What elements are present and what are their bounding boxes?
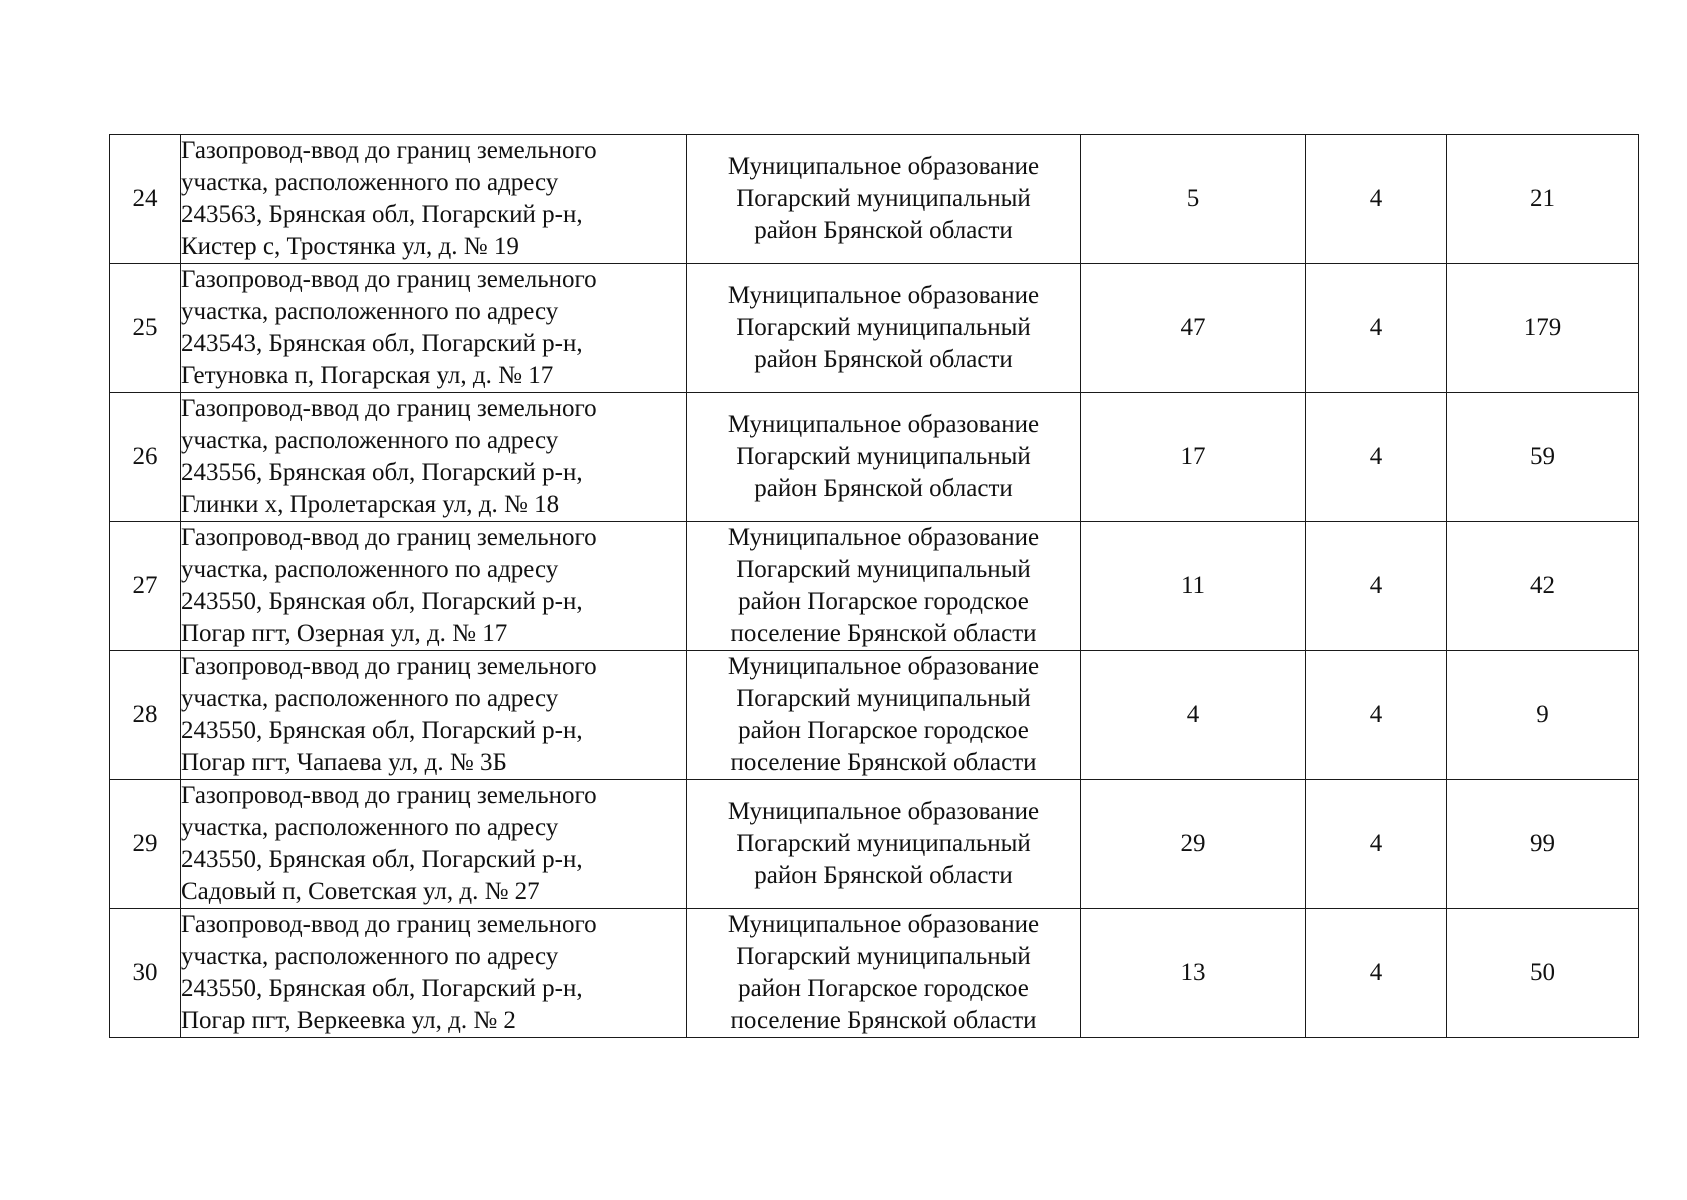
owner-text: Муниципальное образование Погарский муниципальный район Погарское городское поселение Брянской области (727, 911, 1040, 1034)
object-name-text: Газопровод-ввод до границ земельного участка, расположенного по адресу 243556, Брянская обл, Погарский р-н, Глинки х, Пролетарская ул, д. № 18 (181, 395, 597, 518)
table-row (110, 780, 1639, 909)
value-2-cell: 4 (1306, 393, 1447, 522)
owner-text: Муниципальное образование Погарский муниципальный район Брянской области (727, 153, 1040, 244)
row-number-cell: 29 (110, 780, 181, 909)
object-name-cell (181, 135, 687, 264)
object-name-text: Газопровод-ввод до границ земельного участка, расположенного по адресу 243563, Брянская обл, Погарский р-н, Кистер с, Тростянка ул, д. № 19 (181, 137, 597, 260)
row-number-cell: 28 (110, 651, 181, 780)
object-name-text: Газопровод-ввод до границ земельного участка, расположенного по адресу 243543, Брянская обл, Погарский р-н, Гетуновка п, Погарская ул, д. № 17 (181, 266, 597, 389)
row-number-cell: 24 (110, 135, 181, 264)
value-3-cell: 9 (1447, 651, 1639, 780)
owner-cell (687, 393, 1081, 522)
value-3-cell: 59 (1447, 393, 1639, 522)
value-2-cell: 4 (1306, 909, 1447, 1038)
object-name-text: Газопровод-ввод до границ земельного участка, расположенного по адресу 243550, Брянская обл, Погарский р-н, Погар пгт, Веркеевка ул, д. № 2 (181, 911, 597, 1034)
row-number-cell: 30 (110, 909, 181, 1038)
object-name-text: Газопровод-ввод до границ земельного участка, расположенного по адресу 243550, Брянская обл, Погарский р-н, Садовый п, Советская ул, д. № 27 (181, 782, 597, 905)
value-2-cell: 4 (1306, 780, 1447, 909)
object-name-cell (181, 522, 687, 651)
value-3-cell: 42 (1447, 522, 1639, 651)
value-1-cell: 17 (1081, 393, 1306, 522)
gas-pipeline-registry-table (109, 134, 1639, 1038)
row-number-cell: 26 (110, 393, 181, 522)
value-1-cell: 13 (1081, 909, 1306, 1038)
value-3-cell: 99 (1447, 780, 1639, 909)
row-number-cell: 27 (110, 522, 181, 651)
table-row (110, 522, 1639, 651)
owner-cell (687, 135, 1081, 264)
value-1-cell: 11 (1081, 522, 1306, 651)
value-2-cell: 4 (1306, 135, 1447, 264)
object-name-cell (181, 651, 687, 780)
owner-cell (687, 780, 1081, 909)
owner-cell (687, 909, 1081, 1038)
owner-text: Муниципальное образование Погарский муниципальный район Брянской области (727, 411, 1040, 502)
owner-cell (687, 522, 1081, 651)
value-1-cell: 47 (1081, 264, 1306, 393)
owner-text: Муниципальное образование Погарский муниципальный район Брянской области (727, 282, 1040, 373)
owner-text: Муниципальное образование Погарский муниципальный район Погарское городское поселение Брянской области (727, 524, 1040, 647)
owner-cell (687, 651, 1081, 780)
value-2-cell: 4 (1306, 522, 1447, 651)
value-3-cell: 21 (1447, 135, 1639, 264)
value-2-cell: 4 (1306, 264, 1447, 393)
owner-text: Муниципальное образование Погарский муниципальный район Погарское городское поселение Брянской области (727, 653, 1040, 776)
object-name-cell (181, 393, 687, 522)
object-name-text: Газопровод-ввод до границ земельного участка, расположенного по адресу 243550, Брянская обл, Погарский р-н, Погар пгт, Чапаева ул, д. № 3Б (181, 653, 597, 776)
object-name-text: Газопровод-ввод до границ земельного участка, расположенного по адресу 243550, Брянская обл, Погарский р-н, Погар пгт, Озерная ул, д. № 17 (181, 524, 597, 647)
table-row (110, 264, 1639, 393)
value-1-cell: 4 (1081, 651, 1306, 780)
table-row (110, 909, 1639, 1038)
table-row (110, 135, 1639, 264)
owner-text: Муниципальное образование Погарский муниципальный район Брянской области (727, 798, 1040, 889)
table-row (110, 393, 1639, 522)
value-3-cell: 179 (1447, 264, 1639, 393)
table-row (110, 651, 1639, 780)
object-name-cell (181, 780, 687, 909)
object-name-cell (181, 909, 687, 1038)
owner-cell (687, 264, 1081, 393)
value-1-cell: 5 (1081, 135, 1306, 264)
value-2-cell: 4 (1306, 651, 1447, 780)
value-3-cell: 50 (1447, 909, 1639, 1038)
value-1-cell: 29 (1081, 780, 1306, 909)
object-name-cell (181, 264, 687, 393)
row-number-cell: 25 (110, 264, 181, 393)
